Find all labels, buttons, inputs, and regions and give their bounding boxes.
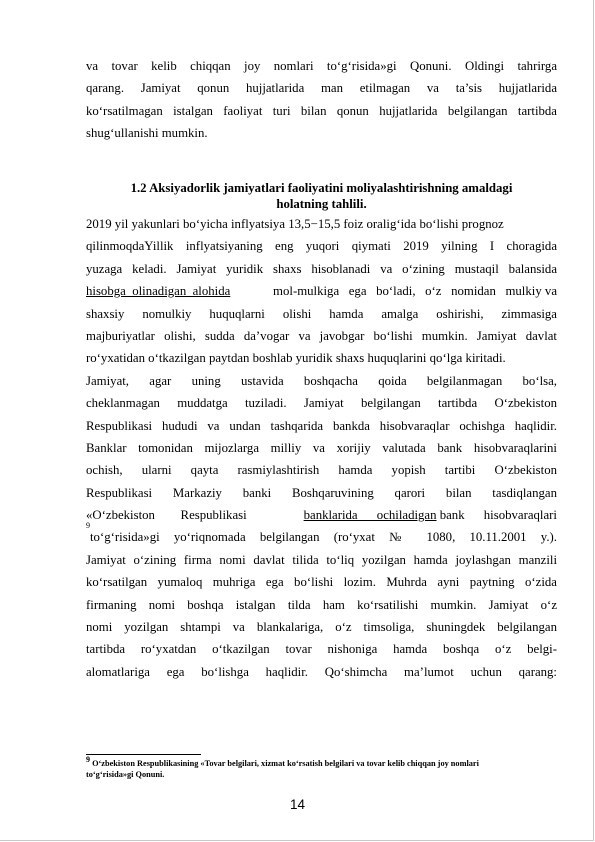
text-line: Jamiyat o‘zining firma nomi davlat tilida to‘liq yozilgan hamda joylashgan manzili <box>86 552 557 567</box>
text-line: tartibda ro‘yxatdan o‘tkazilgan tovar nishoniga hamda boshqa o‘z belgi- <box>86 642 557 657</box>
text-line: firmaning nomi boshqa istalgan tilda ham ko‘rsatilishi mumkin. Jamiyat o‘z <box>86 597 557 612</box>
intro-paragraph <box>86 55 557 145</box>
page-number: 14 <box>289 797 306 812</box>
text-line <box>86 280 557 302</box>
text-line: ko‘rsatilgan yumaloq muhriga ega bo‘lishi lozim. Muhrda ayni paytning o‘zida <box>86 575 557 590</box>
text-line: Jamiyat, agar uning ustavida boshqacha qoida belgilanmagan bo‘lsa, <box>86 373 557 388</box>
heading-line: 1.2 Aksiyadorlik jamiyatlari faoliyatini moliyalashtirishning amaldagi <box>130 181 513 195</box>
text-line: 2019 yil yakunlari bo‘yicha inflyatsiya 13,5−15,5 foiz oralig‘ida bo‘lishi prognoz <box>86 217 504 231</box>
text-line: shaxsiy nomulkiy huquqlarni olishi hamda amalga oshirishi, zimmasiga <box>86 306 557 321</box>
text-fragment <box>304 504 557 526</box>
section-heading <box>86 180 557 212</box>
text-line: qilinmoqdaYillik inflyatsiyaning eng yuqori qiymati 2019 yilning I choragida <box>86 239 557 254</box>
footnote-text: O‘zbekiston Respublikasining «Tovar belgilari, xizmat ko‘rsatish belgilari va tovar kelib chiqqan joy nomlari <box>92 759 479 768</box>
footnote-marker: 9 <box>86 755 90 765</box>
text-line <box>86 521 557 548</box>
text-fragment: «O‘zbekiston Respublikasi <box>86 508 247 523</box>
text-line: shug‘ullanishi mumkin. <box>86 126 208 141</box>
text-line: alomatlariga ega bo‘lishga haqlidir. Qo‘shimcha ma’lumot uchun qarang: <box>86 664 557 679</box>
text-line <box>86 504 557 526</box>
text-line: ko‘rsatilmagan istalgan faoliyat turi bilan qonun hujjatlarida belgilangan tartibda <box>86 103 557 118</box>
text-fragment: mol-mulkiga ega bo‘ladi, o‘z nomidan mulkiy va <box>273 284 557 299</box>
text-line: va tovar kelib chiqqan joy nomlari to‘g‘risida»gi Qonuni. Oldingi tahrirga <box>86 59 557 73</box>
text-line: ochish, ularni qayta rasmiylashtirish hamda yopish tartibi O‘zbekiston <box>86 463 557 478</box>
body-paragraph <box>86 213 557 683</box>
text-line: Respublikasi hududi va undan tashqarida bankda hisobvaraqlar ochishga haqlidir. <box>86 418 557 433</box>
footnote-ref[interactable]: 9 <box>86 521 90 531</box>
text-line: qarang. Jamiyat qonun hujjatlarida man etilmagan va ta’sis hujjatlarida <box>86 81 557 96</box>
footnote <box>86 755 557 780</box>
text-line: Respublikasi Markaziy banki Boshqaruvining qarori bilan tasdiqlangan <box>86 485 557 500</box>
underlined-phrase: hisobga olinadigan alohida <box>86 284 231 299</box>
text-fragment: bank hisobvaraqlari <box>436 508 557 523</box>
footnote-line <box>86 755 557 769</box>
underlined-phrase: banklarida ochiladigan <box>303 508 437 523</box>
text-line: yuzaga keladi. Jamiyat yuridik shaxs hisoblanadi va o‘zining mustaqil balansida <box>86 261 557 276</box>
footnote-divider <box>86 754 201 755</box>
text-line: nomi yozilgan shtampi va blankalariga, o‘z timsoliga, shuningdek belgilangan <box>86 620 557 635</box>
text-fragment: to‘g‘risida»gi yo‘riqnomada belgilangan (ro‘yxat № 1080, 10.11.2001 y.). <box>90 530 557 545</box>
text-line: ro‘yxatidan o‘tkazilgan paytdan boshlab yuridik shaxs huquqlarini qo‘lga kiritadi. <box>86 351 506 366</box>
footnote-line: to‘g‘risida»gi Qonuni. <box>86 770 165 779</box>
text-line: cheklanmagan muddatga tuziladi. Jamiyat belgilangan tartibda O‘zbekiston <box>86 396 557 411</box>
heading-line: holatning tahlili. <box>276 197 367 211</box>
text-line: Banklar tomonidan mijozlarga milliy va xorijiy valutada bank hisobvaraqlarini <box>86 440 557 455</box>
text-line: majburiyatlar olishi, sudda da’vogar va javobgar bo‘lishi mumkin. Jamiyat davlat <box>86 328 557 343</box>
